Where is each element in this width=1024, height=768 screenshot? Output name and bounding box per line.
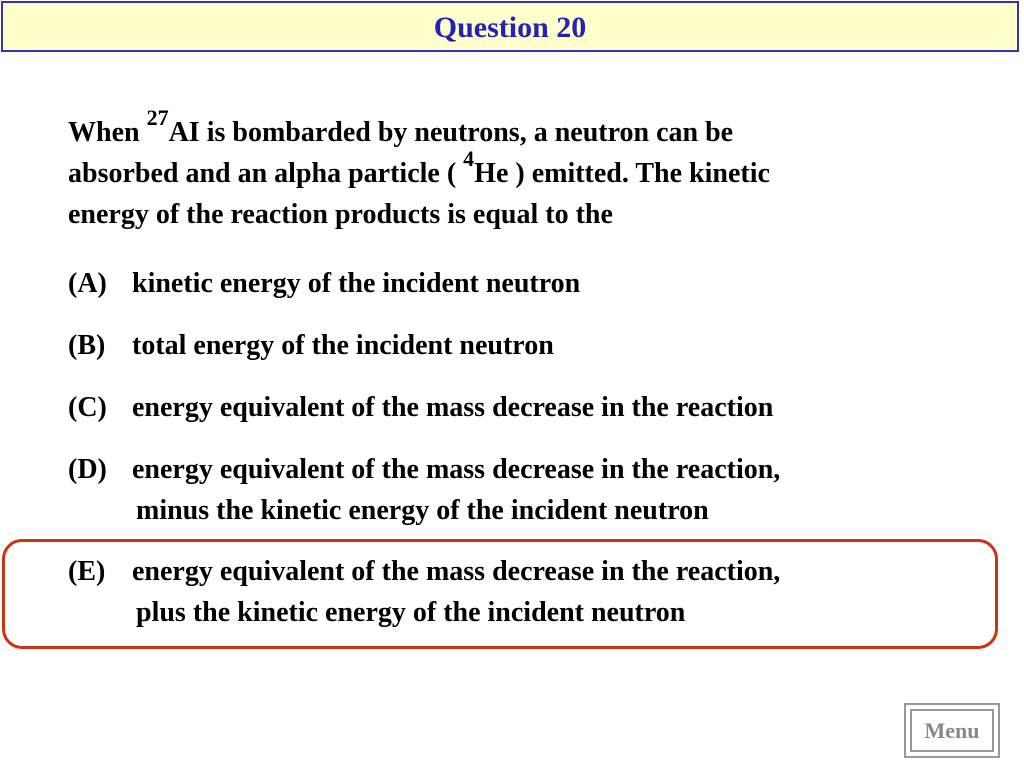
question-stem (68, 105, 968, 235)
choice-text: kinetic energy of the incident neutron (132, 268, 581, 299)
choice-text: energy equivalent of the mass decrease in the reaction (132, 392, 774, 423)
choice-letter: (A) (68, 268, 107, 299)
menu-button-label: Menu (910, 709, 994, 752)
choice-letter: (E) (68, 556, 106, 587)
question-text: He ) emitted. The kinetic (474, 158, 770, 189)
question-text: AI is bombarded by neutrons, a neutron can be (168, 117, 734, 148)
choice-c[interactable] (68, 387, 773, 428)
menu-button[interactable] (904, 703, 1000, 758)
choice-text: energy equivalent of the mass decrease in the reaction, (132, 454, 781, 485)
question-text: energy of the reaction products is equal to the (68, 199, 613, 230)
choice-letter: (B) (68, 330, 106, 361)
question-line-1 (68, 105, 968, 153)
question-text: absorbed and an alpha particle ( (68, 158, 464, 189)
question-line-3 (68, 194, 968, 235)
page-title: Question 20 (433, 10, 587, 44)
choice-text-continuation: minus the kinetic energy of the incident neutron (136, 495, 709, 526)
choice-b[interactable] (68, 325, 554, 366)
question-text: When (68, 117, 147, 148)
choice-text-continuation: plus the kinetic energy of the incident neutron (136, 597, 686, 628)
choice-d[interactable] (68, 449, 780, 531)
choice-text: total energy of the incident neutron (132, 330, 554, 361)
choice-e[interactable] (68, 551, 780, 633)
choice-a[interactable] (68, 263, 580, 304)
choice-text: energy equivalent of the mass decrease in the reaction, (132, 556, 781, 587)
question-line-2 (68, 146, 968, 194)
mass-number-superscript: 27 (146, 105, 169, 130)
title-bar (1, 1, 1019, 52)
mass-number-superscript: 4 (463, 146, 475, 171)
choice-letter: (C) (68, 392, 107, 423)
choice-letter: (D) (68, 454, 107, 485)
